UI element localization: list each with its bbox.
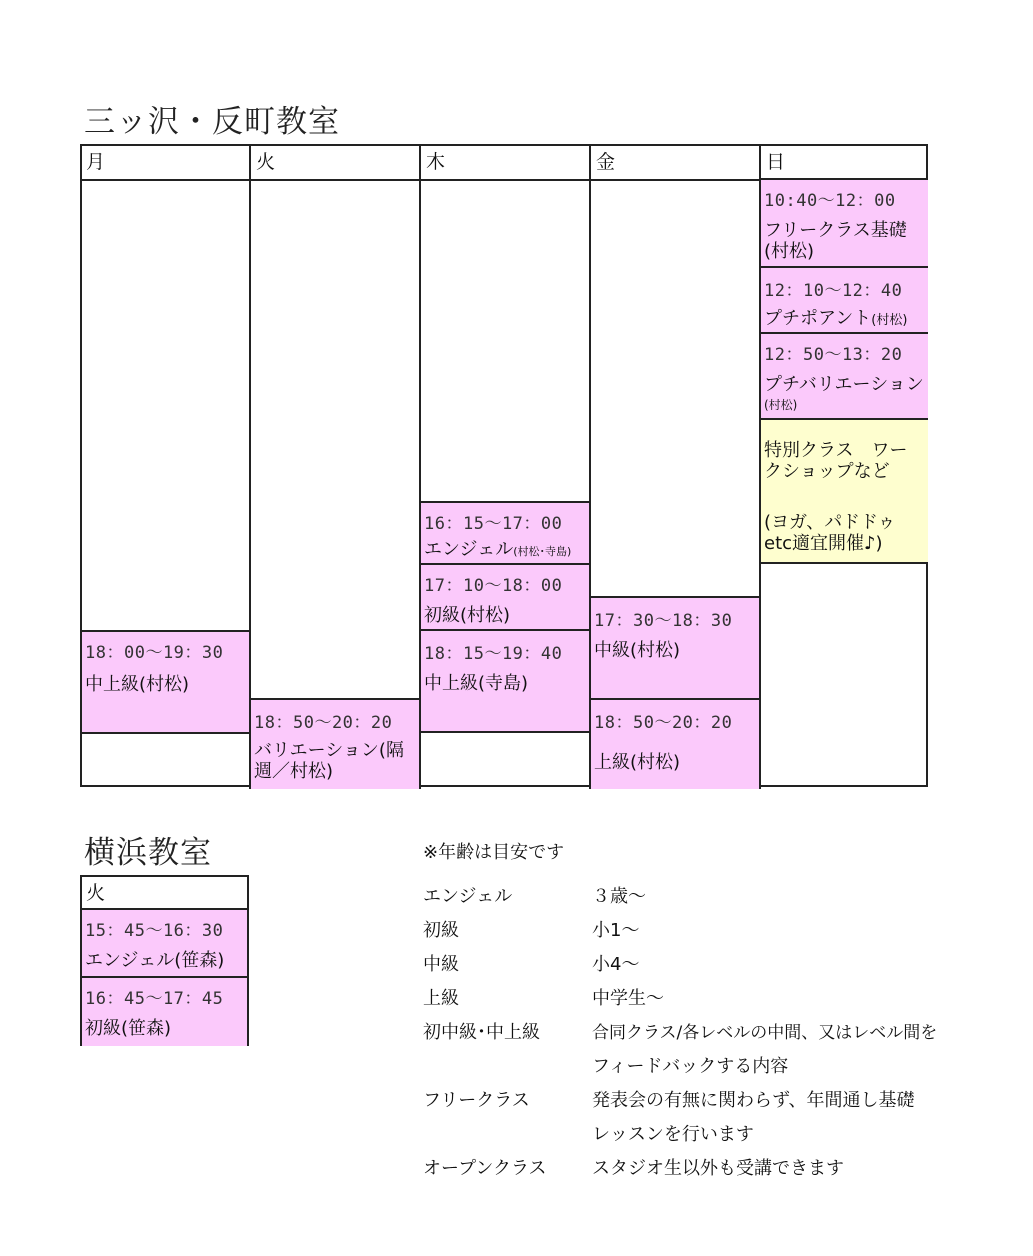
class-time: 16：15〜17：00 [424,514,563,534]
yokohama-class-cell-1 [80,908,249,978]
age-value: 合同クラス/各レベルの中間、又はレベル間を [592,1023,938,1043]
class-cell-fri-2 [589,698,761,789]
class-instructor: (村松･寺島) [513,545,572,558]
special-class-detail: (ヨガ、パドドゥetc適宜開催♪) [764,512,896,554]
class-cell-thu-2 [419,563,591,631]
yokohama-class-cell-2 [80,976,249,1046]
class-name: 初級(笹森) [85,1018,172,1039]
age-value-continued: レッスンを行います [592,1124,754,1145]
age-label: 上級 [423,988,459,1009]
class-name: 初級(村松) [424,605,511,626]
day-header-mon: 月 [86,151,106,173]
class-time: 18：50〜20：20 [594,713,733,733]
page-title: 三ッ沢・反町教室 [84,104,340,140]
class-name: バリエーション(隔週／村松) [254,740,404,782]
class-instructor: (村松) [764,398,798,412]
class-cell-sun-1 [759,178,928,268]
class-time: 16：45〜17：45 [85,989,224,1009]
class-cell-thu-3 [419,629,591,733]
class-name: 中上級(村松) [85,674,190,695]
schedule-table [80,144,928,787]
class-time: 18：15〜19：40 [424,644,563,664]
class-name-main: エンジェル [424,539,514,560]
class-time: 10:40〜12：00 [764,191,896,211]
class-time: 17：30〜18：30 [594,611,733,631]
age-value: 中学生〜 [592,988,664,1009]
class-name-main: プチポアント [764,308,872,329]
class-instructor: (村松) [871,313,908,328]
age-note-heading: ※年齢は目安です [423,842,565,863]
class-name: エンジェル(笹森) [85,950,225,971]
class-name: フリークラス基礎(村松) [764,220,907,262]
age-value: ３歳〜 [592,886,646,907]
age-label: 中級 [423,954,459,975]
class-time: 17：10〜18：00 [424,576,563,596]
class-time: 12：50〜13：20 [764,345,903,365]
yokohama-schedule-table [80,875,249,1046]
class-cell-fri-1 [589,596,761,700]
age-label: エンジェル [423,886,513,907]
class-name: プチバリエーション [764,374,924,395]
class-name: 上級(村松) [594,752,681,773]
special-class-cell [759,418,928,564]
day-header-fri: 金 [596,151,616,173]
day-header-sun: 日 [766,151,786,173]
age-value: 小4〜 [592,954,640,975]
row-divider [82,732,250,734]
day-header-tue: 火 [86,882,106,904]
class-name: 中級(村松) [594,640,681,661]
age-value: スタジオ生以外も受講できます [592,1158,844,1179]
class-time: 15：45〜16：30 [85,921,224,941]
age-label: 初級 [423,920,459,941]
yokohama-title: 横浜教室 [84,835,212,871]
class-cell-mon-1 [80,630,251,734]
day-header-tue: 火 [256,151,276,173]
age-value: 発表会の有無に関わらず、年間通し基礎 [592,1090,915,1111]
age-value-continued: フィードバックする内容 [592,1056,789,1077]
class-time: 18：00〜19：30 [85,643,224,663]
class-cell-thu-1 [419,501,591,565]
class-cell-sun-3 [759,332,928,420]
class-time: 12：10〜12：40 [764,281,903,301]
class-name: 中上級(寺島) [424,673,529,694]
age-label: オープンクラス [423,1158,547,1179]
class-name [424,539,571,562]
age-label: フリークラス [423,1090,530,1111]
age-value: 小1〜 [592,920,640,941]
class-cell-sun-2 [759,266,928,334]
class-name [764,308,907,331]
special-class-name: 特別クラス ワークショップなど [764,440,908,482]
age-label: 初中級･中上級 [423,1022,540,1043]
class-time: 18：50〜20：20 [254,713,393,733]
day-header-thu: 木 [426,151,446,173]
class-cell-tue-1 [249,698,421,789]
